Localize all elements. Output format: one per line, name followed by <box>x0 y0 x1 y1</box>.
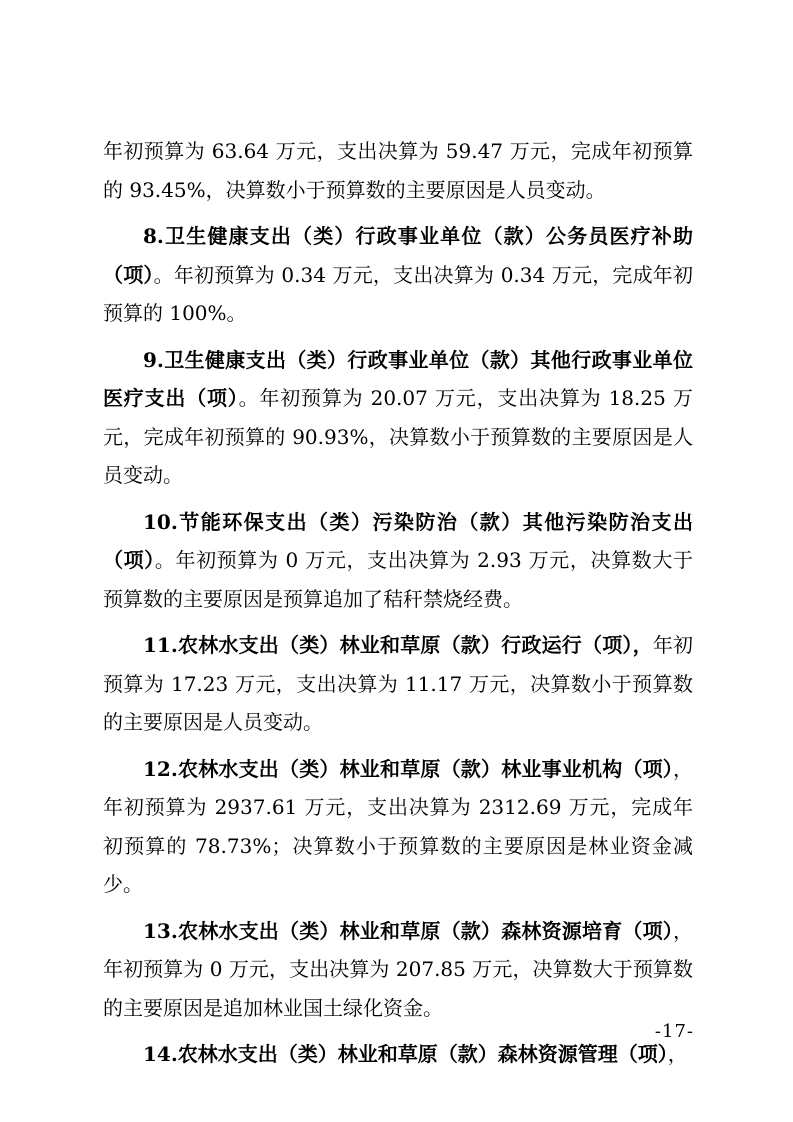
paragraph-item-9 <box>103 341 693 495</box>
paragraph-item-10 <box>103 503 693 619</box>
paragraph-item-14 <box>103 1035 693 1074</box>
paragraph-text: 。年初预算为 0.34 万元，支出决算为 0.34 万元，完成年初预算的 100%。 <box>103 262 694 325</box>
paragraph-heading: 13.农林水支出（类）林业和草原（款）森林资源培育（项） <box>143 918 673 943</box>
paragraph-text: ，年初预算为 2937.61 万元，支出决算为 2312.69 万元，完成年初预算的 78.73%；决算数小于预算数的主要原因是林业资金减少。 <box>103 756 693 896</box>
page-number: -17- <box>654 1021 694 1042</box>
body-text <box>103 132 693 1074</box>
paragraph-text: 年初预算为 17.23 万元，支出决算为 11.17 万元，决算数小于预算数的主要原因是人员变动。 <box>103 633 694 734</box>
paragraph-heading: 10.节能环保支出（类）污染防治（款）其他污染防治支出（项） <box>103 509 693 572</box>
paragraph-item-13 <box>103 912 693 1028</box>
paragraph-heading: 12.农林水支出（类）林业和草原（款）林业事业机构（项） <box>143 756 673 781</box>
paragraph-text: 。年初预算为 0 万元，支出决算为 2.93 万元，决算数大于预算数的主要原因是预算追加了秸秆禁烧经费。 <box>103 548 694 611</box>
paragraph-item-8 <box>103 217 693 333</box>
paragraph-item-11 <box>103 626 693 742</box>
paragraph-heading: 11.农林水支出（类）林业和草原（款）行政运行（项）， <box>143 633 653 657</box>
paragraph-heading: 8.卫生健康支出（类）行政事业单位（款）公务员医疗补助（项） <box>103 224 693 287</box>
paragraph-text: 。年初预算为 20.07 万元，支出决算为 18.25 万元，完成年初预算的 90.93%，决算数小于预算数的主要原因是人员变动。 <box>103 386 693 487</box>
paragraph-continued <box>103 132 693 209</box>
paragraph-heading: 9.卫生健康支出（类）行政事业单位（款）其他行政事业单位医疗支出（项） <box>103 347 693 410</box>
paragraph-text: 年初预算为 63.64 万元，支出决算为 59.47 万元，完成年初预算的 93.45%，决算数小于预算数的主要原因是人员变动。 <box>103 139 693 202</box>
paragraph-text: ，年初预算为 0 万元，支出决算为 207.85 万元，决算数大于预算数的主要原因是追加林业国土绿化资金。 <box>103 918 693 1020</box>
paragraph-item-12 <box>103 750 693 904</box>
paragraph-heading: 14.农林水支出（类）林业和草原（款）森林资源管理（项） <box>143 1042 668 1066</box>
paragraph-text: ， <box>667 1042 688 1066</box>
